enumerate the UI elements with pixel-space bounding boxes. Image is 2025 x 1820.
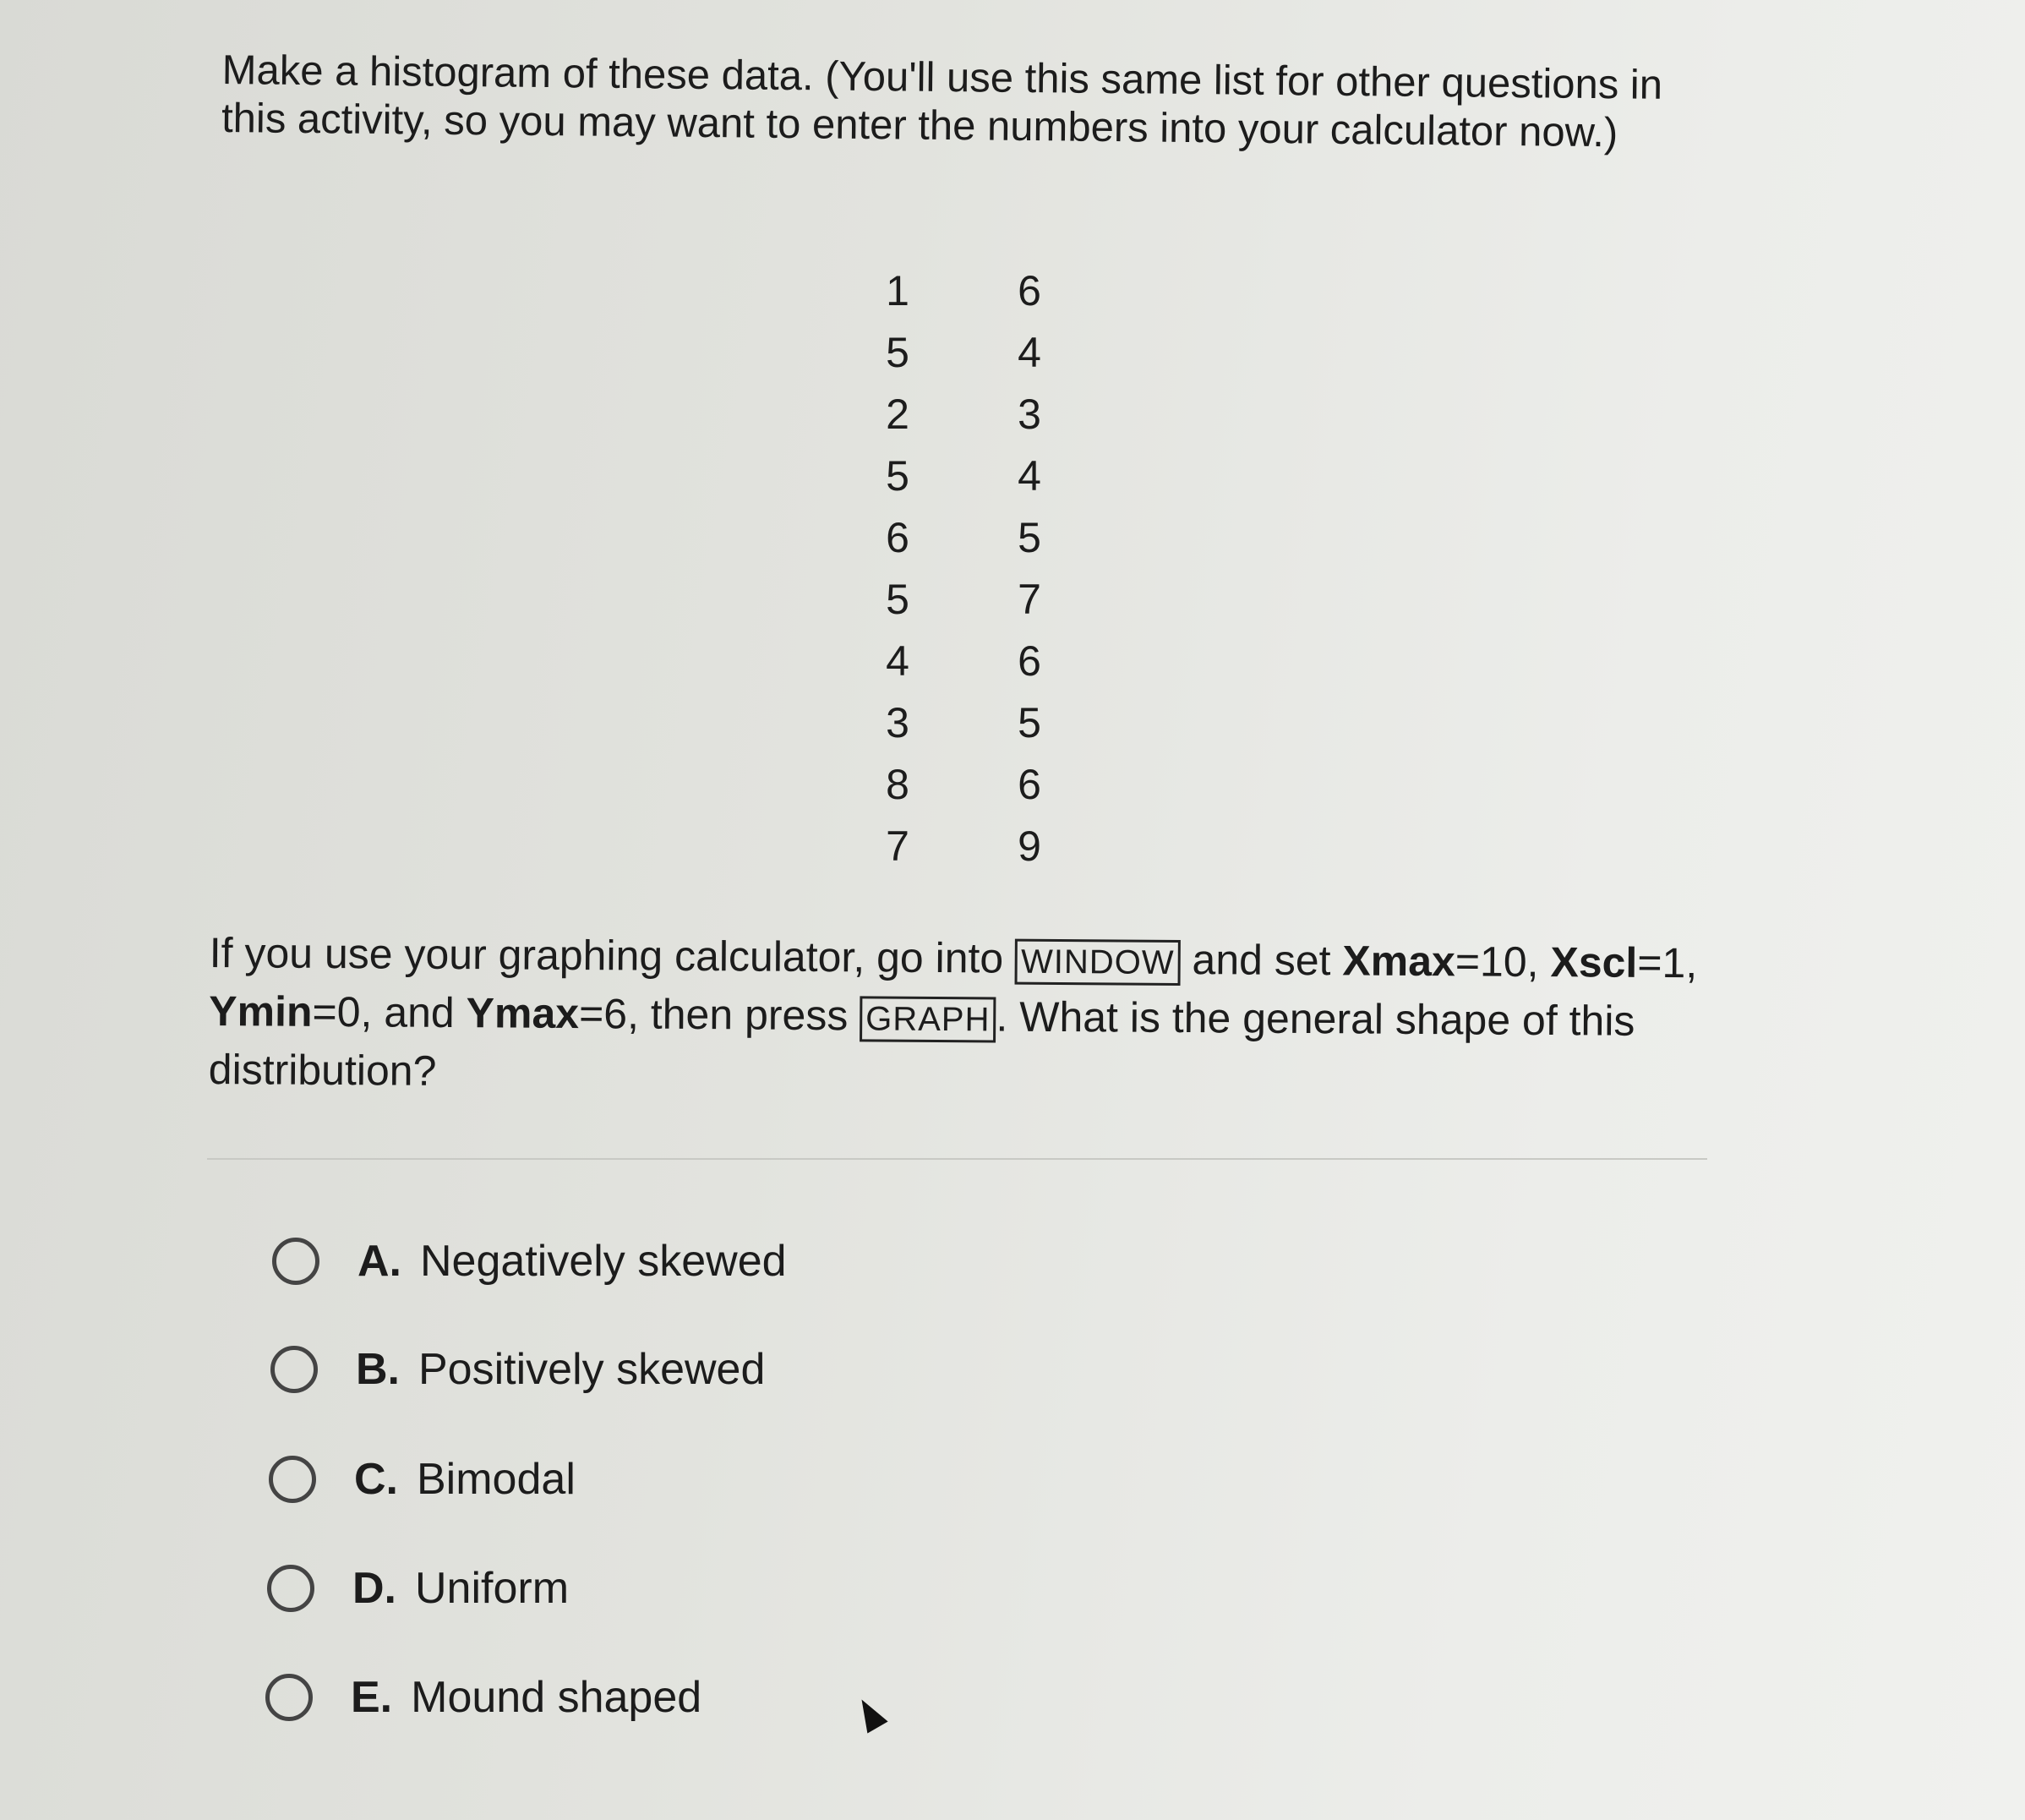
radio-button[interactable] [272,1238,319,1285]
prompt-text: =1, [1637,938,1698,987]
prompt-text: =6, then press [578,990,860,1040]
option-label[interactable]: Negatively skewed [420,1237,787,1286]
prompt-text: =10, [1455,937,1551,987]
mouse-cursor-icon [851,1694,887,1734]
option-label[interactable]: Mound shaped [411,1673,702,1722]
data-value: 5 [886,452,909,500]
data-value: 8 [886,761,909,808]
option-letter: A. [358,1237,401,1286]
data-value: 5 [1018,699,1041,746]
data-value: 5 [886,329,909,376]
data-value: 3 [886,699,909,746]
prompt-bold: Ymin [209,987,313,1036]
option-letter: B. [356,1345,400,1394]
radio-button[interactable] [265,1674,313,1721]
data-value: 6 [1018,761,1041,808]
data-column-1 [876,260,919,877]
data-value: 3 [1018,391,1041,438]
option-label[interactable]: Bimodal [417,1455,576,1504]
data-value: 2 [886,391,909,438]
radio-button[interactable] [270,1346,318,1393]
data-value: 5 [1018,514,1041,561]
prompt-bold: Ymax [466,989,580,1038]
graph-key: GRAPH [860,996,996,1042]
prompt-text: =0, and [312,987,467,1037]
option-b[interactable] [270,1344,765,1395]
data-value: 9 [1018,823,1041,870]
prompt-text: If you use your graphing calculator, go into [209,928,1016,982]
prompt-bold: Xmax [1342,937,1456,986]
option-letter: D. [352,1564,396,1613]
question-intro: Make a histogram of these data. (You'll use this same list for other questions in this activity, so you may want to enter the numbers into your calculator now.) [221,46,1663,156]
option-d[interactable] [267,1563,569,1614]
prompt-text: and set [1180,936,1343,985]
data-value: 6 [886,514,909,561]
data-value: 4 [1018,329,1041,376]
radio-button[interactable] [267,1565,314,1612]
data-value: 6 [1018,267,1041,314]
option-letter: E. [351,1673,393,1722]
prompt-bold: Xscl [1550,938,1638,987]
radio-button[interactable] [269,1456,316,1503]
data-value: 7 [886,823,909,870]
data-value: 4 [886,637,909,685]
prompt-text: . What is the general shape of this distribution? [208,992,1635,1095]
data-value: 5 [886,576,909,623]
data-value: 7 [1018,576,1041,623]
window-key: WINDOW [1015,938,1181,985]
option-e[interactable] [265,1672,701,1723]
data-value: 4 [1018,452,1041,500]
data-value: 1 [886,267,909,314]
option-label[interactable]: Positively skewed [418,1345,766,1394]
option-label[interactable]: Uniform [415,1564,570,1613]
data-value: 6 [1018,637,1041,685]
option-c[interactable] [269,1454,576,1505]
option-a[interactable] [272,1236,787,1287]
option-letter: C. [354,1455,398,1504]
divider [207,1158,1707,1160]
data-column-2 [1008,260,1051,877]
question-prompt [209,924,1714,1109]
